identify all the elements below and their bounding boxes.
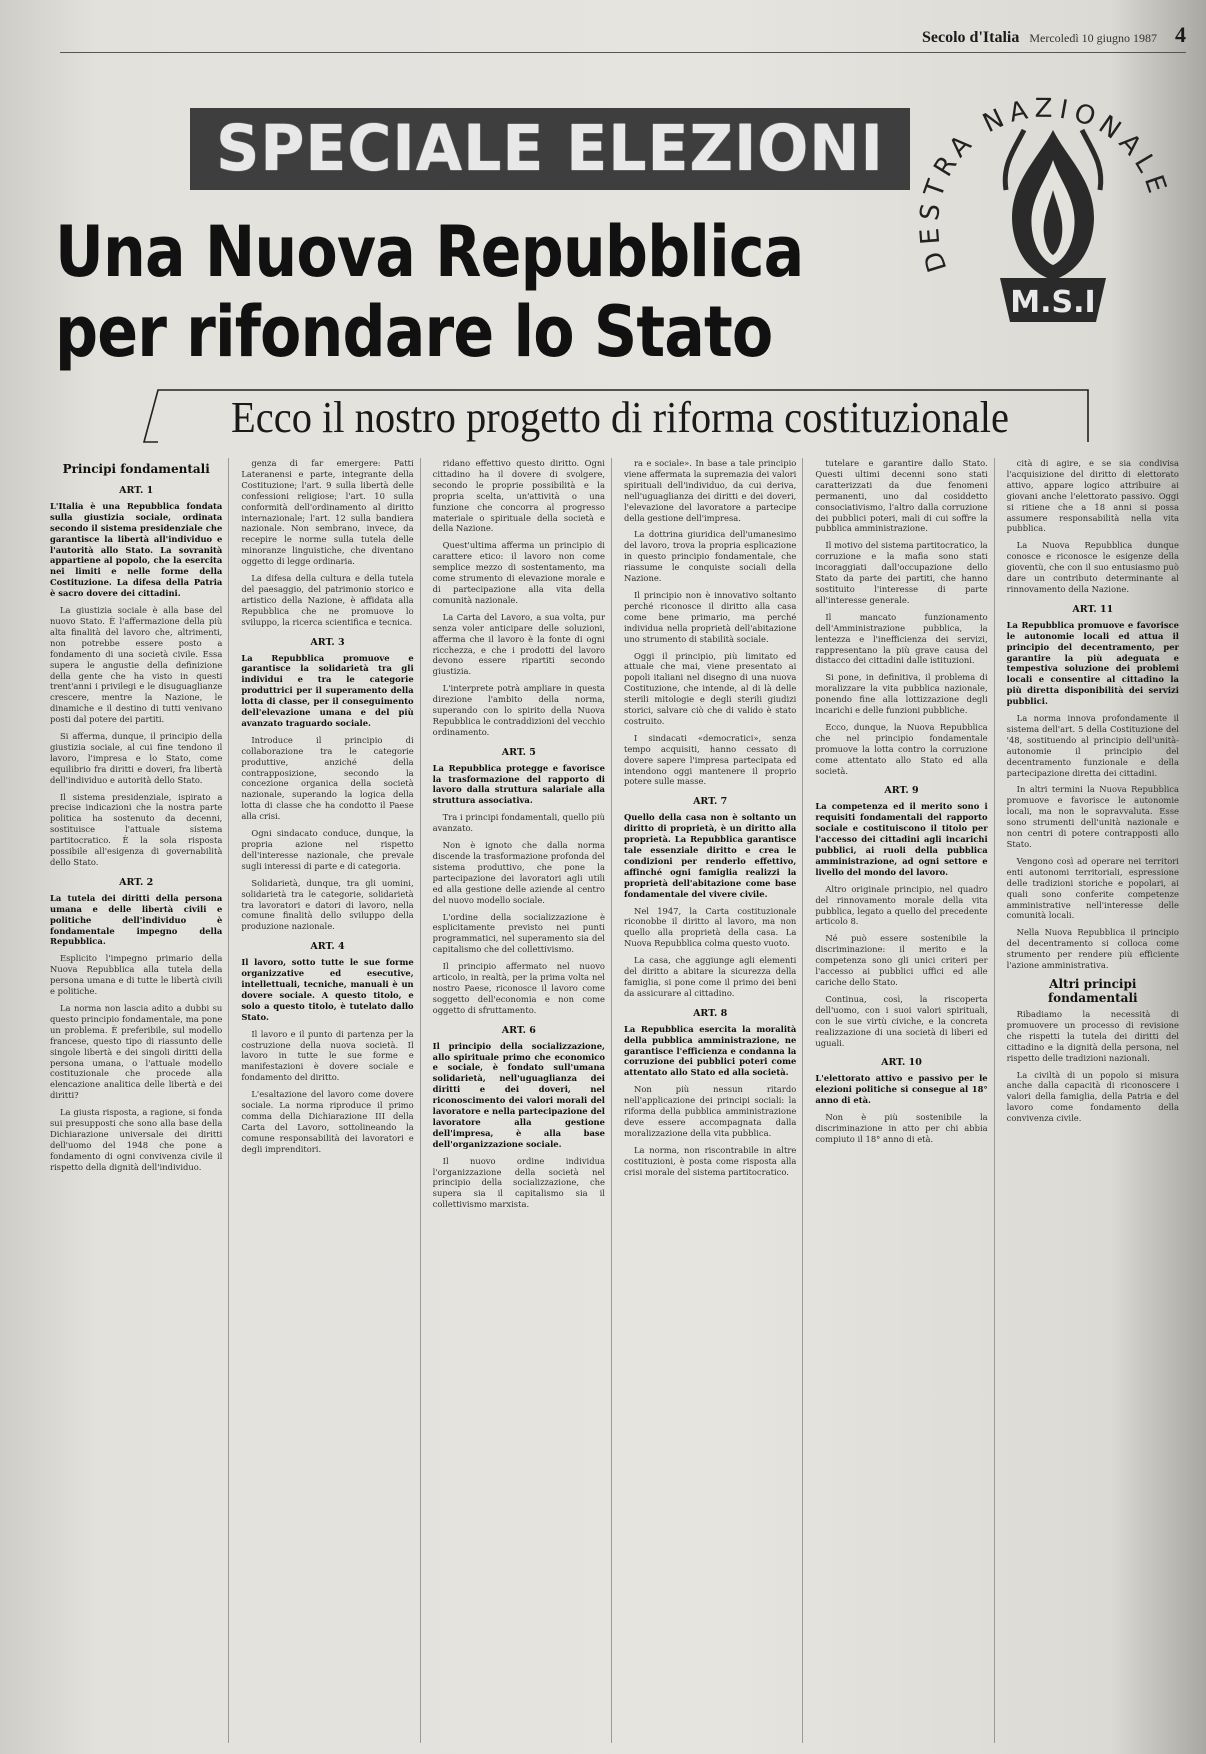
paragraph: La Nuova Repubblica dunque conosce e riconosce le esigenze della gioventù, che con il suo entusiasmo può dare un contributo determinante al rinnovamento della Nazione. xyxy=(1006,540,1179,594)
paragraph: tutelare e garantire dallo Stato. Questi ultimi decenni sono stati caratterizzati da due fenomeni permanenti, uno dal cosiddetto consociativismo, l'altro dalla corruzione dei pubblici poteri, mali di cui soffre la pubblica amministrazione. xyxy=(815,458,988,534)
newspaper-name: Secolo d'Italia xyxy=(922,29,1020,46)
article-text: La competenza ed il merito sono i requisiti fondamentali del rapporto sociale e costituiscono il titolo per l'accesso dei cittadini agli incarichi pubblici, ai ruoli della pubblica amministrazione, ad ogni settore e livello del mondo del lavoro. xyxy=(815,801,988,877)
paragraph: Non è ignoto che dalla norma discende la trasformazione profonda del sistema produttivo, che pone la partecipazione dei lavoratori agli utili ed alla gestione delle aziende al centro del nuovo modello sociale. xyxy=(432,840,605,905)
paragraph: cità di agire, e se sia condivisa l'acquisizione del diritto di elettorato attivo, appare logico attribuire ai giovani anche l'elettorato passivo. Oggi si ritiene che a 18 anni si possa assumere responsabilità nella vita pubblica. xyxy=(1006,458,1179,534)
paragraph: Non è più sostenibile la discriminazione in atto per chi abbia compiuto il 18° anno di età. xyxy=(815,1112,988,1144)
article-text: Il lavoro, sotto tutte le sue forme organizzative ed esecutive, intellettuali, tecniche, manuali è un dovere sociale. A questo titolo, e solo a questo titolo, è tutelato dallo Stato. xyxy=(241,957,414,1022)
paragraph: Ecco, dunque, la Nuova Repubblica che nel principio fondamentale promuove la lotta contro la corruzione come attentato allo Stato ed alla società. xyxy=(815,721,988,776)
article-label: ART. 1 xyxy=(119,485,154,496)
paragraph: Quest'ultima afferma un principio di carattere etico: il lavoro non come semplice mezzo di sostentamento, ma come strumento di elevazione morale e di partecipazione alla vita della comunità nazionale. xyxy=(432,540,605,605)
paragraph: La norma non lascia adito a dubbi su questo principio fondamentale, ma pone un problema. È preferibile, sul modello francese, questo tipo di riassunto delle singole libertà e dei singoli diritti della persona umana, o l'attuale modello costituzionale che procede alla elencazione analitica delle libertà e dei diritti? xyxy=(50,1002,223,1101)
paragraph: Introduce il principio di collaborazione tra le categorie produttive, anziché della contrapposizione, secondo la concezione organica della società nazionale, superando la logica della lotta di classe che ha condotto il Paese alla crisi. xyxy=(241,734,414,822)
article-label: ART. 7 xyxy=(693,796,728,808)
paragraph: La norma, non riscontrabile in altre costituzioni, è posta come risposta alla crisi morale del sistema partitocratico. xyxy=(623,1144,797,1177)
issue-date: Mercoledì 10 giugno 1987 xyxy=(1029,31,1157,45)
column-5 xyxy=(815,458,994,1743)
paragraph: La dottrina giuridica dell'umanesimo del lavoro, trova la propria esplicazione in questo principio fondamentale, che riassume le conquiste sociali della Nazione. xyxy=(623,529,797,584)
subheadline: Ecco il nostro progetto di riforma costituzionale xyxy=(231,393,1009,442)
paragraph: Ribadiamo la necessità di promuovere un processo di revisione che rispetti la tutela dei diritti del cittadino e la dignità della persona, nel rispetto delle tradizioni nazionali. xyxy=(1006,1008,1179,1063)
article-label: ART. 4 xyxy=(310,941,345,953)
paragraph: Continua, così, la riscoperta dell'uomo, con i suoi valori spirituali, con le sue virtù civiche, e la concreta realizzazione di una società di liberi ed uguali. xyxy=(815,993,988,1048)
article-text: Il principio della socializzazione, allo spirituale primo che economico e sociale, è fondato sull'umana solidarietà, nell'uguaglianza dei diritti e dei doveri, nel riconoscimento dei valori morali del lavoratore e nella partecipazione del lavoratore alla gestione dell'impresa, è alla base dell'organizzazione sociale. xyxy=(432,1040,605,1149)
msi-badge xyxy=(1000,278,1106,322)
subheadline-box xyxy=(140,388,1090,444)
paragraph: Né può essere sostenibile la discriminazione: il merito e la competenza sono gli unici criteri per l'accesso ai pubblici uffici ed alle cariche dello Stato. xyxy=(815,933,988,987)
paragraph: La Carta del Lavoro, a sua volta, pur senza voler anticipare delle soluzioni, afferma che il lavoro è la fonte di ogni ricchezza, e che i prodotti del lavoro devono essere ripartiti secondo giustizia. xyxy=(432,611,605,677)
article-text: L'Italia è una Repubblica fondata sulla giustizia sociale, ordinata secondo il sistema presidenziale che garantisce la libertà all'individuo e l'autorità allo Stato. La sovranità appartiene al popolo, che la esercita nei limiti e nelle forme della Costituzione. La difesa della Patria è sacro dovere dei cittadini. xyxy=(50,500,223,599)
paragraph: Esplicito l'impegno primario della Nuova Repubblica alla tutela della persona umana e di tutte le libertà civili e politiche. xyxy=(50,953,223,997)
paragraph: La civiltà di un popolo si misura anche dalla capacità di riconoscere i valori della famiglia, della Patria e del lavoro come fondamento della convivenza civile. xyxy=(1006,1069,1179,1124)
paragraph: Il nuovo ordine individua l'organizzazione della società nel principio della socializzazione, che supera sia il capitalismo sia il collettivismo marxista. xyxy=(432,1155,605,1210)
msi-logo-graphic xyxy=(918,90,1188,390)
article-label: ART. 8 xyxy=(693,1007,728,1019)
paragraph: ridano effettivo questo diritto. Ogni cittadino ha il dovere di svolgere, secondo le proprie possibilità e la propria scelta, un'attività o una funzione che concorra al progresso materiale o spirituale della società e della Nazione. xyxy=(432,458,605,534)
paragraph: Non più nessun ritardo nell'applicazione dei principi sociali: la riforma della pubblica amministrazione deve essere accompagnata dalla moralizzazione della vita pubblica. xyxy=(623,1084,797,1138)
page-number: 4 xyxy=(1175,22,1186,47)
section-heading: Altri principi fondamentali xyxy=(1048,976,1138,1005)
paragraph: Solidarietà, dunque, tra gli uomini, solidarietà tra le categorie, solidarietà tra lavoratori e datori di lavoro, nella comune finalità dello sviluppo della produzione nazionale. xyxy=(241,877,414,932)
paragraph: Si pone, in definitiva, il problema di moralizzare la vita pubblica nazionale, ponendo fine alla lottizzazione degli incarichi e delle funzioni pubbliche. xyxy=(815,672,988,716)
paragraph: Il sistema presidenziale, ispirato a precise indicazioni che la nostra parte politica ha sostenuto da decenni, sostituisce l'attuale sistema partitocratico. È la sola risposta possibile all'esigenza di governabilità dello Stato. xyxy=(50,791,223,867)
headline-line-1: Una Nuova Repubblica xyxy=(55,211,804,293)
paragraph: Ogni sindacato conduce, dunque, la propria azione nel rispetto dell'interesse nazionale, che prevale sugli interessi di parte e di categoria. xyxy=(241,828,414,871)
section-banner xyxy=(190,108,910,190)
article-label: ART. 5 xyxy=(501,746,536,758)
msi-logo xyxy=(918,90,1188,390)
paragraph: Il mancato funzionamento dell'Amministrazione pubblica, la lentezza e l'inefficienza dei servizi, rappresentano la più grave causa del distacco dei cittadini dalle istituzioni. xyxy=(815,611,988,666)
column-4 xyxy=(624,458,803,1743)
column-1 xyxy=(50,458,229,1743)
paragraph: L'ordine della socializzazione è esplicitamente previsto nei punti programmatici, nel superamento sia del capitalismo che del collettivismo. xyxy=(432,911,605,955)
masthead xyxy=(60,22,1186,46)
paragraph: I sindacati «democratici», senza tempo acquisiti, hanno cessato di dovere sapere l'impresa partecipata ed intendono oggi mantenere il proprio potere sulle masse. xyxy=(623,732,797,787)
article-label: ART. 11 xyxy=(1072,603,1114,615)
article-text: La Repubblica promuove e garantisce la solidarietà tra gli individui e tra le categorie produttrici per il superamento della lotta di classe, per il conseguimento dell'elevazione umana e del più avanzato traguardo sociale. xyxy=(241,652,414,728)
logo-arc-label: D STRA NAZIONALE xyxy=(918,93,1174,276)
column-3 xyxy=(433,458,612,1743)
paragraph: L'interprete potrà ampliare in questa direzione l'ambito della norma, superando con lo spirito della Nuova Repubblica le contraddizioni del vecchio ordinamento. xyxy=(432,683,605,737)
paragraph: La giusta risposta, a ragione, si fonda sui presupposti che sono alla base della Dichiarazione universale dei diritti dell'uomo del 1948 che pone a fondamento di ogni convivenza civile il rispetto della dignità dell'individuo. xyxy=(50,1107,223,1172)
paragraph: Nella Nuova Repubblica il principio del decentramento si colloca come strumento per rendere più efficiente l'azione amministrativa. xyxy=(1006,927,1179,971)
paragraph: Il motivo del sistema partitocratico, la corruzione e la mafia sono stati incoraggiati dall'occupazione dello Stato da parte dei partiti, che hanno sostituito l'interesse di parte all'interesse generale. xyxy=(815,540,988,605)
article-label: ART. 3 xyxy=(310,636,345,648)
paragraph: Il lavoro e il punto di partenza per la costruzione della nuova società. Il lavoro in tutte le sue forme e manifestazioni è dovere sociale e fondamento del diritto. xyxy=(241,1028,414,1083)
masthead-rule xyxy=(60,52,1186,53)
paragraph: Vengono così ad operare nei territori enti autonomi territoriali, espressione delle tradizioni storiche e popolari, ai quali sono conferite competenze amministrative nell'interesse delle comunità locali. xyxy=(1006,855,1179,921)
article-label: ART. 9 xyxy=(884,785,919,797)
article-text: La tutela dei diritti della persona umana e delle libertà civili e politiche dell'individuo è fondamentale impegno della Repubblica. xyxy=(50,892,223,947)
paragraph: Oggi il principio, più limitato ed attuale che mai, viene presentato ai popoli italiani nel disegno di una nuova Costituzione, che intende, al di là delle sterili mitologie e degli sterili giudizi storici, salvare ciò che di valido è stato costruito. xyxy=(623,650,797,726)
paragraph: Altro originale principio, nel quadro del rinnovamento morale della vita pubblica, legato a quello del precedente articolo 8. xyxy=(815,883,988,927)
article-text: Quello della casa non è soltanto un diritto di proprietà, è un diritto alla proprietà. La Repubblica garantisce tale essenziale diritto e crea le condizioni per renderlo effettivo, affinché ogni famiglia realizzi la proprietà dell'abitazione come base fondamentale del vivere civile. xyxy=(623,812,797,899)
paragraph: La casa, che aggiunge agli elementi del diritto a abitare la sicurezza della famiglia, si pone come il primo dei beni da assicurare al cittadino. xyxy=(623,955,797,998)
badge-text: M.S.I xyxy=(1010,285,1096,320)
paragraph: Nel 1947, la Carta costituzionale riconobbe il diritto al lavoro, ma non quello alla proprietà della casa. La Nuova Repubblica colma questo vuoto. xyxy=(623,905,797,949)
article-text: La Repubblica esercita la moralità della pubblica amministrazione, ne garantisce l'efficienza e condanna la corruzione dei pubblici poteri come attentato allo Stato ed alla società. xyxy=(623,1023,797,1078)
paragraph: Il principio affermato nel nuovo articolo, in realtà, per la prima volta nel nostro Paese, riconosce il lavoro come soggetto dell'economia e non come oggetto di sfruttamento. xyxy=(432,961,605,1015)
article-text: La Repubblica promuove e favorisce le autonomie locali ed attua il principio del decentramento, per garantire la più adeguata e tempestiva soluzione dei problemi locali e consentire al cittadino la più diretta disponibilità dei servizi pubblici. xyxy=(1006,619,1179,707)
headline xyxy=(55,211,804,373)
article-label: ART. 10 xyxy=(881,1057,922,1069)
paragraph: genza di far emergere: Patti Lateranensi e parte, integrante della Costituzione; l'art. 9 sulla libertà delle confessioni religiose; l'art. 10 sulla conformità dell'ordinamento al diritto internazionale; l'art. 12 sulla bandiera nazionale. Non sembrano, invece, da recepire le norme sulla tutela delle minoranze linguistiche, che diventano oggetto di legge ordinaria. xyxy=(241,458,414,567)
flame-icon xyxy=(1005,130,1101,280)
article-label: ART. 2 xyxy=(119,876,154,888)
article-label: ART. 6 xyxy=(501,1024,536,1036)
paragraph: Il principio non è innovativo soltanto perché riconosce il diritto alla casa come bene primario, ma perché individua nella proprietà dell'abitazione uno strumento di stabilità sociale. xyxy=(623,589,797,644)
headline-line-2: per rifondare lo Stato xyxy=(55,291,773,373)
section-heading: Principi fondamentali xyxy=(62,462,210,476)
article-columns xyxy=(50,458,1185,1743)
banner-text: SPECIALE ELEZIONI xyxy=(216,112,884,186)
paragraph: La difesa della cultura e della tutela del paesaggio, del patrimonio storico e artistico della Nazione, è affidata alla Repubblica che ne promuove lo sviluppo, la ricerca scientifica e tecnica. xyxy=(241,573,414,627)
column-6 xyxy=(1007,458,1185,1743)
article-text: La Repubblica protegge e favorisce la trasformazione del rapporto di lavoro dalla struttura salariale alla struttura associativa. xyxy=(432,762,605,806)
paragraph: In altri termini la Nuova Repubblica promuove e favorisce le autonomie locali, ma non le sopravvaluta. Esse sono strumenti dell'unità nazionale e non centri di potere contrapposti allo Stato. xyxy=(1006,784,1179,849)
article-text: L'elettorato attivo e passivo per le elezioni politiche si consegue al 18° anno di età. xyxy=(815,1073,988,1106)
paragraph: La norma innova profondamente il sistema dell'art. 5 della Costituzione del '48, sostituendo al principio dell'unità-autonomie il principio del decentramento funzionale e della partecipazione diretta dei cittadini. xyxy=(1006,713,1179,778)
paragraph: L'esaltazione del lavoro come dovere sociale. La norma riproduce il primo comma della Dichiarazione III della Carta del Lavoro, sottolineando la comune responsabilità dei lavoratori e degli imprenditori. xyxy=(241,1089,414,1154)
paragraph: ra e sociale». In base a tale principio viene affermata la supremazia dei valori spirituali dell'individuo, da cui deriva, nell'uguaglianza dei diritti e dei doveri, l'elevazione del lavoratore a partecipe della gestione dell'impresa. xyxy=(623,458,797,523)
paragraph: Tra i principi fondamentali, quello più avanzato. xyxy=(432,812,605,834)
paragraph: La giustizia sociale è alla base del nuovo Stato. È l'affermazione della più alta finalità del lavoro che, altrimenti, non potrebbe essere posto a fondamento di una società civile. Essa supera le angustie della definizione della gente che ha visto in questi trent'anni i privilegi e le disuguaglianze crescere, mentre la Nazione, le dinamiche e il destino di tutti venivano posti dal potere dei partiti. xyxy=(50,605,223,725)
column-2 xyxy=(241,458,420,1743)
paragraph: Si afferma, dunque, il principio della giustizia sociale, al cui fine tendono il lavoro, l'impresa e lo Stato, come equilibrio fra diritti e doveri, fra libertà dell'individuo e autorità dello Stato. xyxy=(50,731,223,785)
